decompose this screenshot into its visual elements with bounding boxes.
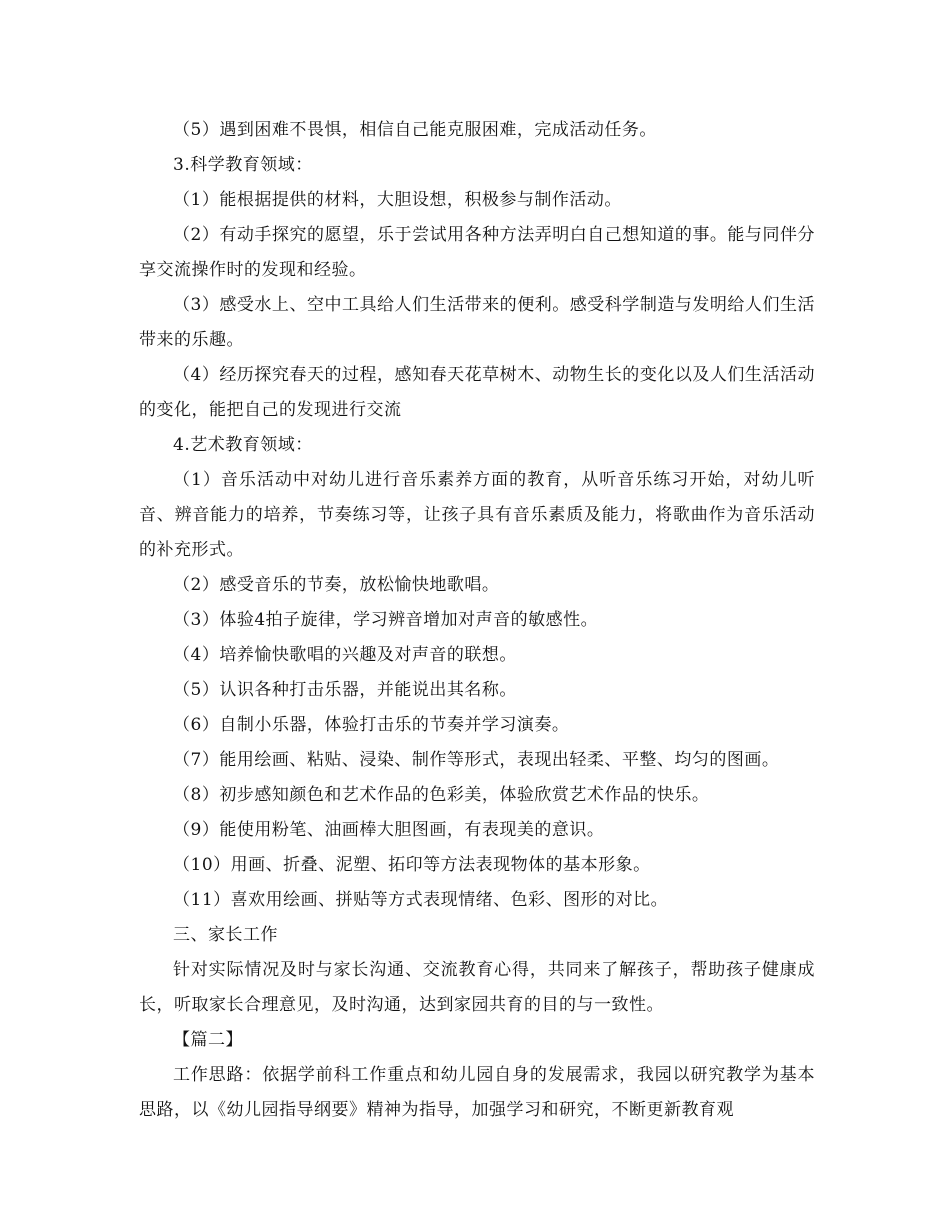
paragraph-parent-work: 针对实际情况及时与家长沟通、交流教育心得，共同来了解孩子，帮助孩子健康成长，听取家长合理意见，及时沟通，达到家园共育的目的与一致性。 (139, 960, 815, 1015)
paragraph-art-6: （6）自制小乐器，体验打击乐的节奏并学习演奏。 (173, 715, 570, 735)
paragraph-art-11: （11）喜欢用绘画、拼贴等方式表现情绪、色彩、图形的对比。 (173, 890, 669, 910)
heading-science-domain: 3.科学教育领域： (173, 155, 313, 175)
paragraph-science-4: （4）经历探究春天的过程，感知春天花草树木、动物生长的变化以及人们生活活动的变化，能把自己的发现进行交流 (139, 365, 815, 420)
paragraph-art-5: （5）认识各种打击乐器，并能说出其名称。 (173, 680, 517, 700)
paragraph-art-9: （9）能使用粉笔、油画棒大胆图画，有表现美的意识。 (173, 820, 605, 840)
paragraph-science-2: （2）有动手探究的愿望，乐于尝试用各种方法弄明白自己想知道的事。能与同伴分享交流操作时的发现和经验。 (139, 225, 815, 280)
paragraph-art-1: （1）音乐活动中对幼儿进行音乐素养方面的教育，从听音乐练习开始，对幼儿听音、辨音能力的培养，节奏练习等，让孩子具有音乐素质及能力，将歌曲作为音乐活动的补充形式。 (139, 470, 815, 560)
paragraph-science-1: （1）能根据提供的材料，大胆设想，积极参与制作活动。 (173, 190, 622, 210)
paragraph-art-2: （2）感受音乐的节奏，放松愉快地歌唱。 (173, 575, 500, 595)
paragraph-art-3: （3）体验4拍子旋律，学习辨音增加对声音的敏感性。 (173, 610, 599, 630)
paragraph-art-8: （8）初步感知颜色和艺术作品的色彩美，体验欣赏艺术作品的快乐。 (173, 785, 710, 805)
paragraph-science-3: （3）感受水上、空中工具给人们生活带来的便利。感受科学制造与发明给人们生活带来的乐趣。 (139, 295, 815, 350)
paragraph-art-7: （7）能用绘画、粘贴、浸染、制作等形式，表现出轻柔、平整、均匀的图画。 (173, 750, 780, 770)
paragraph-art-5-perseverance: （5）遇到困难不畏惧，相信自己能克服困难，完成活动任务。 (173, 120, 657, 140)
paragraph-art-10: （10）用画、折叠、泥塑、拓印等方法表现物体的基本形象。 (173, 855, 651, 875)
heading-part-two: 【篇二】 (173, 1030, 243, 1050)
paragraph-work-approach: 工作思路：依据学前科工作重点和幼儿园自身的发展需求，我园以研究教学为基本思路，以《幼儿园指导纲要》精神为指导，加强学习和研究，不断更新教育观 (139, 1065, 815, 1120)
heading-art-domain: 4.艺术教育领域： (173, 435, 313, 455)
paragraph-art-4: （4）培养愉快歌唱的兴趣及对声音的联想。 (173, 645, 517, 665)
heading-parent-work: 三、家长工作 (173, 925, 278, 945)
document-body (139, 113, 815, 1128)
